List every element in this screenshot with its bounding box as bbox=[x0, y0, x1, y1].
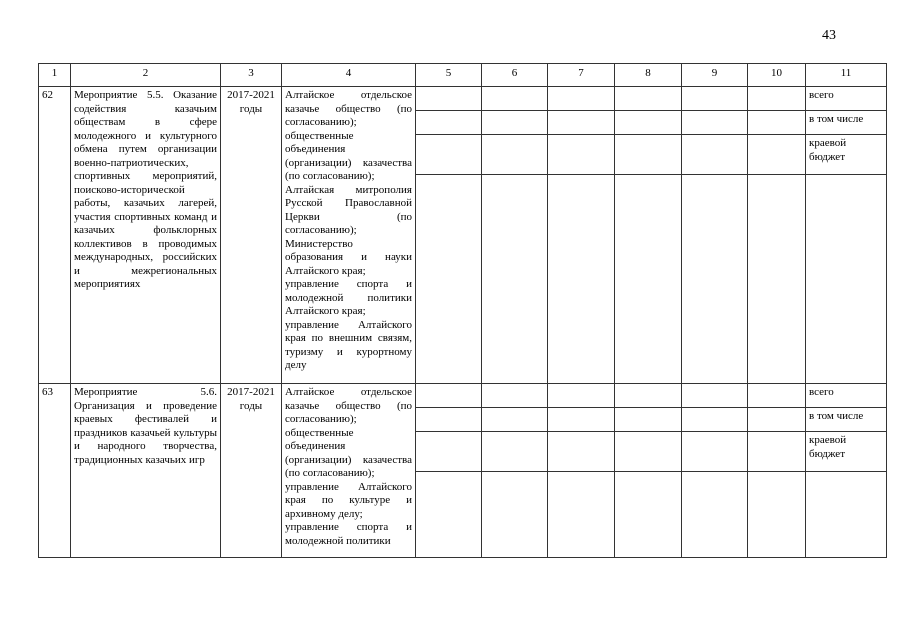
value-cell bbox=[548, 472, 615, 558]
executors: Алтайское отдельское казачье общество (по согласованию); общественные объединения (организации) казачества (по согласованию); Алтайская митрополия Русской Православной Церкви (по согласованию); Министерство образования и науки Алтайского края; управление спорта и молодежной политики Алтайского края; управление Алтайского края по внешним связям, туризму и курортному делу bbox=[282, 87, 416, 384]
row-number: 62 bbox=[39, 87, 71, 384]
column-header: 3 bbox=[221, 64, 282, 87]
value-cell bbox=[482, 175, 548, 384]
value-cell bbox=[548, 408, 615, 432]
value-cell bbox=[748, 472, 806, 558]
page-number: 43 bbox=[822, 28, 836, 43]
column-header: 5 bbox=[416, 64, 482, 87]
value-cell bbox=[682, 111, 748, 135]
value-cell bbox=[482, 384, 548, 408]
value-cell bbox=[748, 408, 806, 432]
value-cell bbox=[615, 175, 682, 384]
value-cell bbox=[416, 175, 482, 384]
value-cell bbox=[682, 408, 748, 432]
value-cell bbox=[682, 175, 748, 384]
budget-label: в том числе bbox=[806, 408, 887, 432]
value-cell bbox=[615, 111, 682, 135]
column-header: 2 bbox=[71, 64, 221, 87]
period-years: 2017-2021 годы bbox=[221, 87, 282, 384]
activity-description: Мероприятие 5.6. Организация и проведение краевых фестивалей и праздников казачьей культуры и народного творчества, традиционных казачьих игр bbox=[71, 384, 221, 558]
value-cell bbox=[548, 87, 615, 111]
value-cell bbox=[416, 472, 482, 558]
value-cell bbox=[548, 432, 615, 472]
value-cell bbox=[615, 472, 682, 558]
executors: Алтайское отдельское казачье общество (по согласованию); общественные объединения (организации) казачества (по согласованию); управление Алтайского края по культуре и архивному делу; управление спорта и молодежной политики bbox=[282, 384, 416, 558]
value-cell bbox=[482, 472, 548, 558]
budget-label: в том числе bbox=[806, 111, 887, 135]
value-cell bbox=[482, 87, 548, 111]
column-header: 11 bbox=[806, 64, 887, 87]
value-cell bbox=[682, 384, 748, 408]
budget-label bbox=[806, 175, 887, 384]
activity-description: Мероприятие 5.5. Оказание содействия казачьим обществам в сфере молодежного и культурного обмена путем организации военно-патриотических, спортивных мероприятий, поисково-исторической работы, казачьих лагерей, участия спортивных команд и казачьих фольклорных коллективов в проводимых международных, российских и межрегиональных мероприятиях bbox=[71, 87, 221, 384]
column-header: 6 bbox=[482, 64, 548, 87]
budget-label: всего bbox=[806, 384, 887, 408]
column-header: 10 bbox=[748, 64, 806, 87]
value-cell bbox=[615, 432, 682, 472]
value-cell bbox=[416, 432, 482, 472]
value-cell bbox=[482, 408, 548, 432]
value-cell bbox=[615, 135, 682, 175]
period-years: 2017-2021 годы bbox=[221, 384, 282, 558]
value-cell bbox=[682, 87, 748, 111]
value-cell bbox=[482, 432, 548, 472]
value-cell bbox=[615, 408, 682, 432]
value-cell bbox=[682, 472, 748, 558]
value-cell bbox=[416, 111, 482, 135]
table-row bbox=[39, 87, 887, 111]
value-cell bbox=[748, 175, 806, 384]
value-cell bbox=[748, 432, 806, 472]
value-cell bbox=[482, 111, 548, 135]
value-cell bbox=[748, 111, 806, 135]
value-cell bbox=[482, 135, 548, 175]
value-cell bbox=[748, 135, 806, 175]
value-cell bbox=[548, 111, 615, 135]
column-header: 4 bbox=[282, 64, 416, 87]
value-cell bbox=[615, 384, 682, 408]
value-cell bbox=[615, 87, 682, 111]
value-cell bbox=[748, 87, 806, 111]
budget-label: краевой бюджет bbox=[806, 135, 887, 175]
value-cell bbox=[682, 135, 748, 175]
plan-table bbox=[38, 63, 887, 558]
column-header: 8 bbox=[615, 64, 682, 87]
value-cell bbox=[416, 135, 482, 175]
budget-label: краевой бюджет bbox=[806, 432, 887, 472]
value-cell bbox=[416, 87, 482, 111]
column-header: 7 bbox=[548, 64, 615, 87]
value-cell bbox=[416, 408, 482, 432]
value-cell bbox=[682, 432, 748, 472]
value-cell bbox=[416, 384, 482, 408]
value-cell bbox=[748, 384, 806, 408]
table-row bbox=[39, 384, 887, 408]
value-cell bbox=[548, 384, 615, 408]
value-cell bbox=[548, 175, 615, 384]
budget-label bbox=[806, 472, 887, 558]
budget-label: всего bbox=[806, 87, 887, 111]
value-cell bbox=[548, 135, 615, 175]
column-number-row bbox=[39, 64, 887, 87]
column-header: 9 bbox=[682, 64, 748, 87]
column-header: 1 bbox=[39, 64, 71, 87]
row-number: 63 bbox=[39, 384, 71, 558]
